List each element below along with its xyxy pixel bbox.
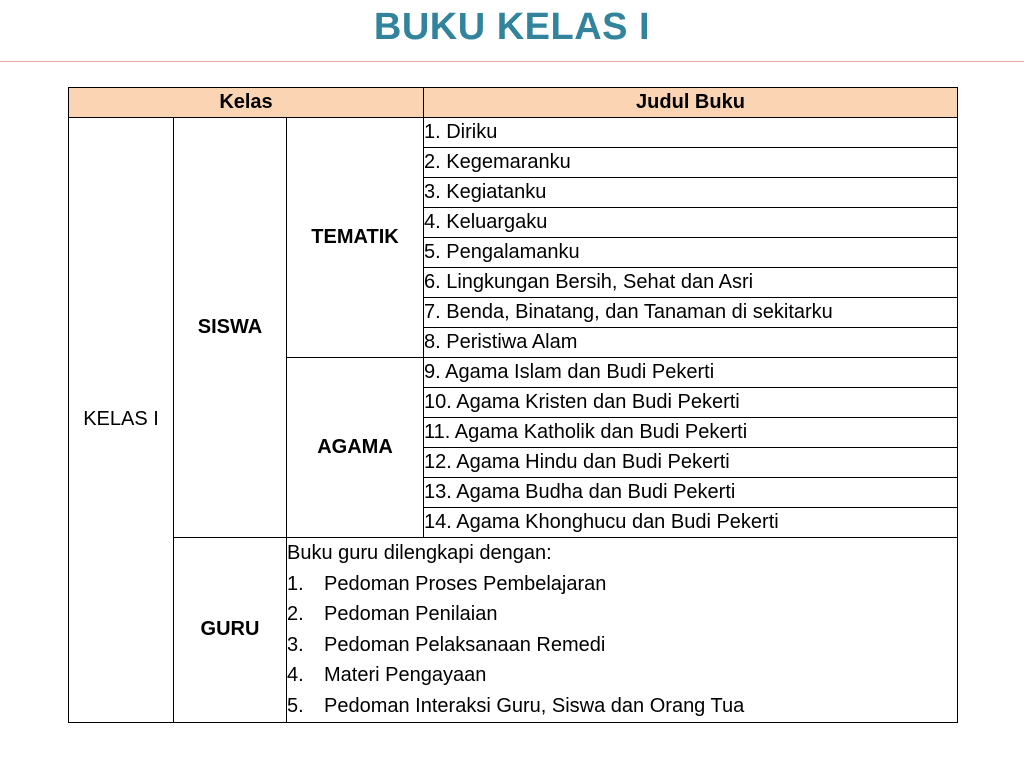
- list-number: 3.: [287, 633, 304, 656]
- book-table: [68, 87, 958, 723]
- book-title: 5. Pengalamanku: [424, 238, 958, 268]
- guru-cell: GURU: [174, 538, 287, 723]
- book-title: 8. Peristiwa Alam: [424, 328, 958, 358]
- book-title: 9. Agama Islam dan Budi Pekerti: [424, 358, 958, 388]
- book-title: 3. Kegiatanku: [424, 178, 958, 208]
- book-title: 14. Agama Khonghucu dan Budi Pekerti: [424, 508, 958, 538]
- siswa-cell: SISWA: [174, 118, 287, 538]
- book-title: 2. Kegemaranku: [424, 148, 958, 178]
- list-text: Pedoman Proses Pembelajaran: [324, 572, 607, 595]
- list-text: Pedoman Interaksi Guru, Siswa dan Orang Tua: [324, 694, 745, 717]
- list-text: Pedoman Pelaksanaan Remedi: [324, 633, 606, 656]
- book-title: 6. Lingkungan Bersih, Sehat dan Asri: [424, 268, 958, 298]
- book-title: 4. Keluargaku: [424, 208, 958, 238]
- list-item: [287, 660, 957, 691]
- list-text: Materi Pengayaan: [324, 664, 487, 687]
- header-row: [69, 88, 958, 118]
- guru-list: [287, 569, 957, 722]
- list-item: [287, 691, 957, 722]
- book-title: 10. Agama Kristen dan Budi Pekerti: [424, 388, 958, 418]
- table-row: [69, 118, 958, 148]
- guru-intro: Buku guru dilengkapi dengan:: [287, 542, 552, 564]
- list-item: [287, 569, 957, 600]
- list-item: [287, 599, 957, 630]
- book-title: 12. Agama Hindu dan Budi Pekerti: [424, 448, 958, 478]
- title-divider: [0, 61, 1024, 62]
- book-title: 7. Benda, Binatang, dan Tanaman di sekitarku: [424, 298, 958, 328]
- kelas-cell: KELAS I: [69, 118, 174, 723]
- list-number: 2.: [287, 603, 304, 626]
- list-item: [287, 630, 957, 661]
- book-title: 1. Diriku: [424, 118, 958, 148]
- list-number: 4.: [287, 664, 304, 687]
- book-title: 13. Agama Budha dan Budi Pekerti: [424, 478, 958, 508]
- header-judul-buku: Judul Buku: [424, 88, 958, 118]
- list-number: 1.: [287, 572, 304, 595]
- tematik-cell: TEMATIK: [287, 118, 424, 358]
- book-title: 11. Agama Katholik dan Budi Pekerti: [424, 418, 958, 448]
- slide-title: BUKU KELAS I: [373, 6, 651, 48]
- guru-row: [69, 538, 958, 723]
- guru-content: [287, 538, 958, 723]
- list-text: Pedoman Penilaian: [324, 603, 498, 626]
- list-number: 5.: [287, 694, 304, 717]
- agama-cell: AGAMA: [287, 358, 424, 538]
- header-kelas: Kelas: [69, 88, 424, 118]
